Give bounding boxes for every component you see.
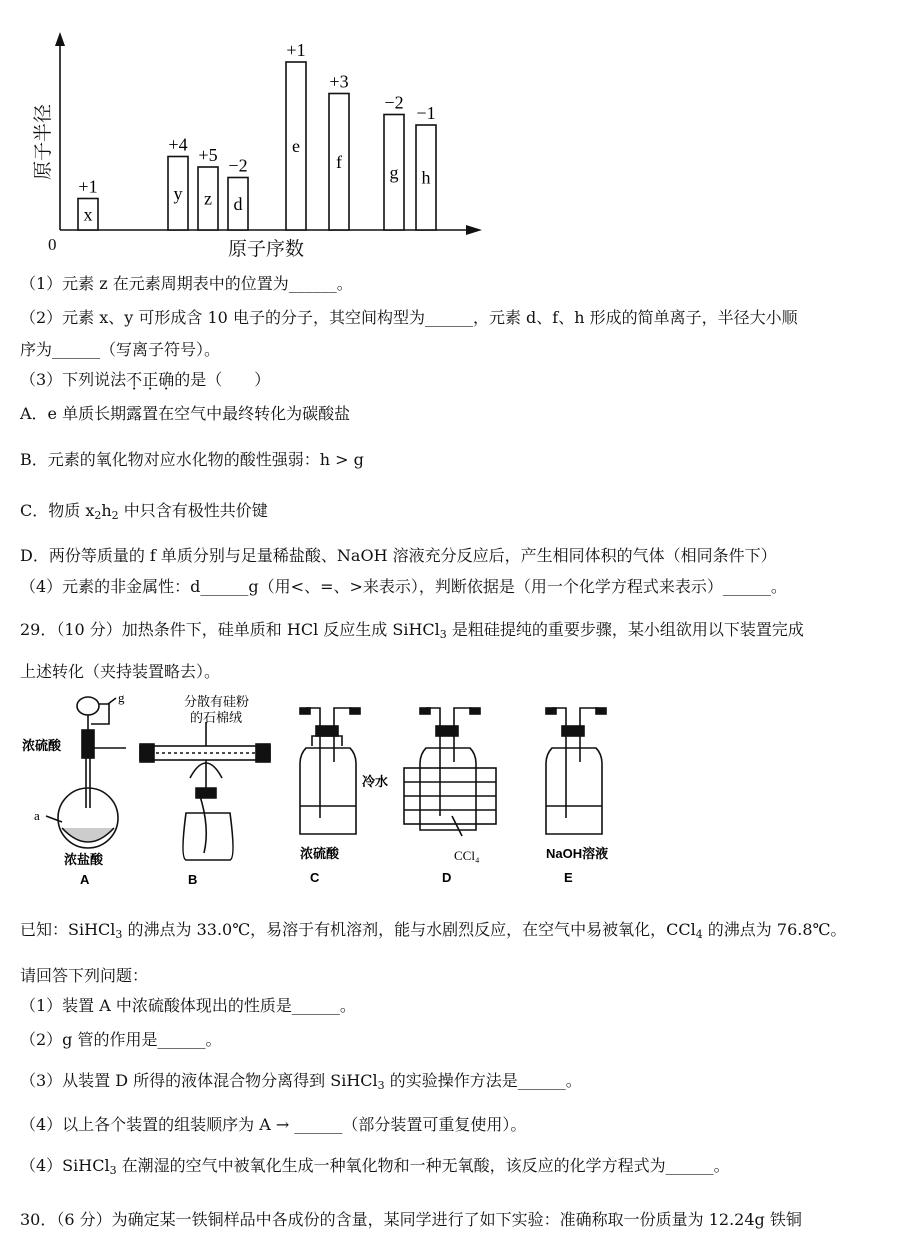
bar-data-label: +1 [78,176,98,197]
letter-e: E [564,870,573,885]
emphasis-dot: 确 [158,370,175,389]
q29-sub2: （2）g 管的作用是______。 [20,1030,222,1049]
bar-data-label: +1 [286,40,306,60]
label-d-water: 冷水 [362,774,389,789]
chart-bars [78,40,436,230]
bar-category-label: z [204,188,212,209]
q29-known: 已知：SiHCl$_3$ 的沸点为 33.0℃，易溶于有机溶剂，能与水剧烈反应，在空气中易被氧化，CCl$_4$ 的沸点为 76.8℃。 [20,920,847,941]
bar-data-label: −1 [416,103,436,123]
q28-part4: （4）元素的非金属性：d______g（用<、=、>来表示），判断依据是（用一个化学方程式来表示）______。 [20,577,787,596]
origin-label: 0 [48,235,57,254]
bar-category-label: h [421,167,431,188]
q29-sub5: （4）SiHCl$_3$ 在潮湿的空气中被氧化生成一种氧化物和一种无氧酸，该反应的化学方程式为______。 [20,1156,730,1177]
apparatus-d [404,708,496,836]
apparatus-e [546,708,606,834]
bar-category-label: e [292,136,300,156]
q29-sub1: （1）装置 A 中浓硫酸体现出的性质是______。 [20,996,356,1015]
label-d-ccl: CCl₄ [454,848,480,863]
apparatus-letters [80,870,573,887]
apparatus-b [140,722,270,860]
bar-category-label: f [336,151,342,172]
q29-sub4: （4）以上各个装置的组装顺序为 A → ______（部分装置可重复使用）。 [20,1115,527,1134]
q29-sub3: （3）从装置 D 所得的液体混合物分离得到 SiHCl$_3$ 的实验操作方法是______。 [20,1071,582,1092]
q28-option-c: C．物质 $x_2h_2$ 中只含有极性共价键 [20,501,268,522]
label-tube-note-1: 分散有硅粉 [184,694,250,709]
q29-intro-line2: 上述转化（夹持装置略去）。 [20,662,221,681]
bar-category-label: x [83,204,93,225]
q29-ask: 请回答下列问题： [20,966,149,985]
apparatus-diagram [0,688,900,888]
apparatus-c [300,708,360,834]
q28-part2-line1: （2）元素 x、y 可形成含 10 电子的分子，其空间构型为______，元素 d、f、h 形成的简单离子，半径大小顺 [20,308,798,327]
label-tube-note-2: 的石棉绒 [190,710,243,725]
emphasis-dot: 不 [126,370,143,389]
letter-c: C [310,870,320,885]
q28-part1: （1）元素 z 在元素周期表中的位置为______。 [20,274,353,293]
bar-category-label: g [389,162,399,183]
bar-category-label: y [173,183,183,204]
q28-option-b: B．元素的氧化物对应水化物的酸性强弱：h > g [20,450,364,469]
letter-b: B [188,872,198,887]
y-axis-arrow [55,32,65,46]
x-axis-arrow [466,225,482,235]
bar-data-label: +5 [198,145,218,165]
label-acid-top: 浓硫酸 [22,738,62,753]
bar-data-label: +4 [168,134,188,155]
q30-text: 30．（6 分）为确定某一铁铜样品中各成份的含量，某同学进行了如下实验：准确称取一份质量为 12.24g 铁铜 [20,1210,802,1229]
y-axis-label: 原子半径 [33,103,54,180]
label-c-liquid: 浓硫酸 [300,846,340,861]
label-g: g [118,690,125,705]
bar-data-label: −2 [384,92,404,113]
label-a: a [34,808,40,823]
bar-category-label: d [233,193,243,214]
q28-part2-line2: 序为______（写离子符号）。 [20,340,221,359]
letter-d: D [442,870,452,885]
atomic-radius-bar-chart [0,0,520,270]
q28-option-a: A．e 单质长期露置在空气中最终转化为碳酸盐 [20,404,351,423]
q28-option-d: D．两份等质量的 f 单质分别与足量稀盐酸、NaOH 溶液充分反应后，产生相同体积的气体（相同条件下） [20,546,777,565]
apparatus-a [46,697,126,848]
emphasis-dot: 正 [142,370,159,389]
bar-data-label: +3 [329,71,349,92]
q28-part3: （3）下列说法不正确的是（ ） [20,370,271,389]
label-e-liquid: NaOH溶液 [546,846,609,861]
letter-a: A [80,872,90,887]
bar-data-label: −2 [228,155,248,176]
x-axis-label: 原子序数 [228,239,305,260]
q29-intro-line1: 29．（10 分）加热条件下，硅单质和 HCl 反应生成 SiHCl$_3$ 是粗硅提纯的重要步骤，某小组欲用以下装置完成 [20,620,804,641]
label-acid-bottom: 浓盐酸 [64,852,104,867]
